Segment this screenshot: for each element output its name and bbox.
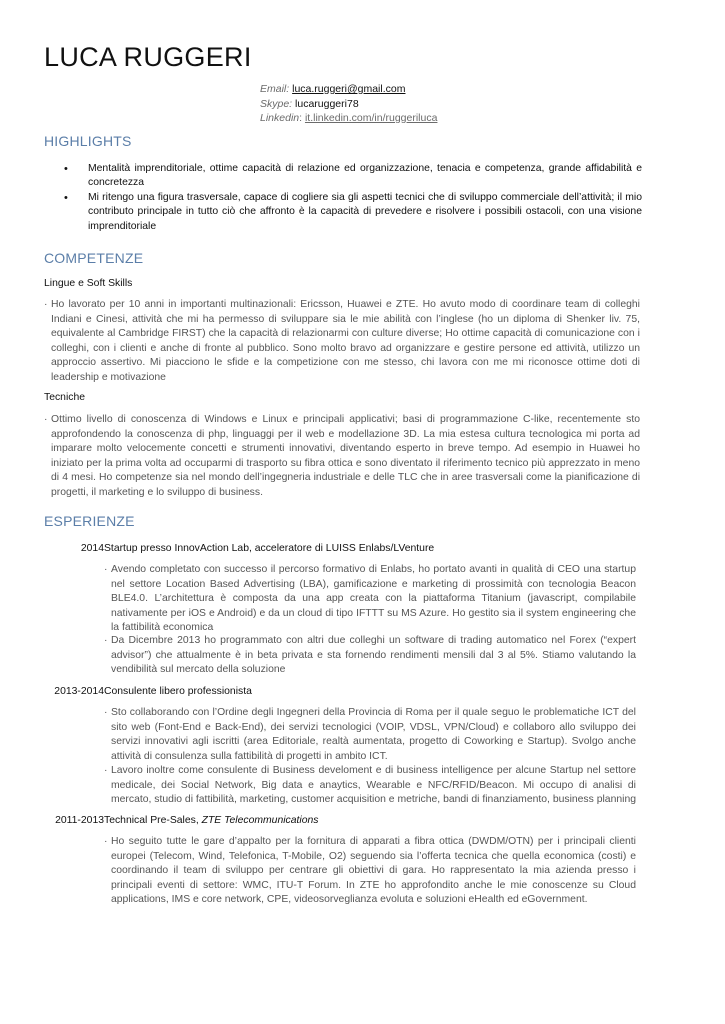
contact-block xyxy=(260,82,437,126)
tecniche-text: Ottimo livello di conoscenza di Windows e Linux e principali applicativi; basi di programmazione C-like, recentemente sto approfondendo la conoscenza di php, linguaggi per il web e modellazione 3D. La mia estesa cultura tecnologica mi porta ad imparare molto velocemente concetti e strumenti innovativi, diventando esperto in breve tempo. Ad esempio in Huawei ho iniziato per la prima volta ad occuparmi di trasporto su fibra ottica e sono diventato il riferimento tecnico più apprezzato in meno di 4 mesi. Ho competenze sia nel mondo dell’ingegneria industriale e delle TLC che in aree trasversali come la pianificazione di progetti, il marketing e lo sviluppo di business. xyxy=(51,414,640,498)
list-item xyxy=(64,191,642,234)
email-row xyxy=(260,82,437,97)
job-bullet-text: Ho seguito tutte le gare d’appalto per la fornitura di apparati a fibra ottica (DWDM/OTN) per i principali clienti europei (Telecom, Wind, Telefonica, T-Mobile, O2) seguendo sia l’offerta tecnica che quella economica (costi) e coordinando il team di sviluppo per centrare gli obiettivi di gara. Ho rappresentato la mia azienda presso i principali eventi di settore: WMC, ITU-T Forum. In ZTE ho approfondito anche le mie conoscenze su Cloud applications, IMS e core network, CPE, videosorveglianza evoluta e soluzioni eHealth ed eGovernment. xyxy=(111,836,636,906)
email-link[interactable]: luca.ruggeri@gmail.com xyxy=(292,83,406,95)
job-year: 2013-2014 xyxy=(54,686,104,697)
job-bullet xyxy=(104,563,636,636)
dot-icon: · xyxy=(104,765,108,776)
competenze-heading: COMPETENZE xyxy=(44,250,144,266)
bullet-icon: • xyxy=(64,163,68,175)
list-item xyxy=(64,162,642,191)
job-bullet-text: Avendo completato con successo il percorso formativo di Enlabs, ho portato avanti in qualità di CEO una startup nel settore Location Based Advertising (LBA), gamificazione e marketing di prossimità con tecnologia Beacon BLE4.0. L’architettura è composta da una app creata con la piattaforma Titanium (javascript, compilabile nativamente per iOS e Android) e da un cloud di tipo IFTTT su MS Azure. Ho gestito sia il system engineering che la fattibilità economica xyxy=(111,564,636,634)
highlight-text: Mentalità imprenditoriale, ottime capacità di relazione ed organizzazione, tenacia e competenza, grande affidabilità e concretezza xyxy=(88,163,642,189)
skype-value: lucaruggeri78 xyxy=(295,97,359,110)
linkedin-link[interactable]: it.linkedin.com/in/ruggeriluca xyxy=(304,112,438,124)
job-bullet xyxy=(104,764,636,808)
job-header xyxy=(44,815,640,826)
job-bullet xyxy=(104,706,636,764)
lingue-subheading: Lingue e Soft Skills xyxy=(44,278,133,289)
bullet-icon: • xyxy=(64,191,68,204)
dot-icon: · xyxy=(44,299,48,310)
lingue-paragraph xyxy=(44,298,640,386)
skype-row xyxy=(260,97,437,112)
highlight-text: Mi ritengo una figura trasversale, capace di cogliere sia gli aspetti tecnici che di sviluppo commerciale dell’attività; il mio contributo principale in tutto ciò che affronto è la capacità di prevedere e risolvere i possibili ostacoli, con una visione imprenditoriale xyxy=(88,191,642,232)
dot-icon: · xyxy=(104,707,108,718)
linkedin-separator: : xyxy=(299,112,303,124)
job-title: Startup presso InnovAction Lab, acceleratore di LUISS Enlabs/LVenture xyxy=(104,543,435,554)
esperienze-heading: ESPERIENZE xyxy=(44,513,135,529)
linkedin-label: Linkedin xyxy=(260,112,300,124)
highlights-heading: HIGHLIGHTS xyxy=(44,133,132,149)
job-bullet xyxy=(104,634,636,678)
linkedin-row xyxy=(260,111,437,126)
job-year: 2014 xyxy=(80,543,104,554)
lingue-text: Ho lavorato per 10 anni in importanti multinazionali: Ericsson, Huawei e ZTE. Ho avuto modo di coordinare team di colleghi Indiani e Cinesi, attività che mi ha permesso di sviluppare sia le mie abilità con l’inglese (ho un diploma di Shenker liv. 75, equivalente al Cambridge FIRST) che la capacità di relazionarmi con culture diverse; Ho ottime capacità di comunicazione con i colleghi, con i clienti e anche di fronte al pubblico. Sono molto bravo ad organizzare e gestire persone ed attività, utilizzo un approccio assertivo. Mi piacciono le sfide e la competizione con me stesso, chi lavora con me mi riconosce ottime doti di leadership e motivazione xyxy=(51,299,640,383)
job-company: ZTE Telecommunications xyxy=(201,815,319,826)
dot-icon: · xyxy=(104,635,108,646)
job-bullet xyxy=(104,835,636,908)
job-title: Consulente libero professionista xyxy=(104,686,252,697)
dot-icon: · xyxy=(104,564,108,575)
candidate-name: LUCA RUGGERI xyxy=(44,42,252,72)
job-header xyxy=(44,686,640,697)
tecniche-subheading: Tecniche xyxy=(44,392,86,403)
highlights-list xyxy=(64,162,642,234)
job-bullet-text: Lavoro inoltre come consulente di Business develoment e di business intelligence per alcune Startup nel settore medicale, dei Social Network, Big data e anaytics, Wearable e NFC/RFID/Beacon. Mi occupo di analisi di mercato, studio di fattibilità, marketing, customer acquisition e metriche, bandi di finanziamento, business planning xyxy=(111,765,637,806)
skype-label: Skype: xyxy=(260,97,293,110)
dot-icon: · xyxy=(104,836,108,847)
job-title xyxy=(104,815,318,826)
dot-icon: · xyxy=(44,414,48,425)
job-year: 2011-2013 xyxy=(55,815,104,826)
job-bullet-text: Sto collaborando con l’Ordine degli Ingegneri della Provincia di Roma per il quale seguo le problematiche ICT del sito web (Font-End e Back-End), dei servizi tecnologici (VOIP, VDSL, VPN/Cloud) e collaboro allo sviluppo dei servizi innovativi agli iscritti (area Editoriale, realtà aumentata, progetto di Coworking e Startup). Svolgo anche attività di consulenza sulla fattibilità di progetti in ambito ICT. xyxy=(111,707,636,762)
job-role: Technical Pre-Sales, xyxy=(104,815,199,826)
email-label: Email: xyxy=(260,83,290,95)
job-header xyxy=(44,543,640,554)
job-bullet-text: Da Dicembre 2013 ho programmato con altri due colleghi un software di trading automatico nel Forex (“expert advisor”) che attualmente è in beta privata e sta fornendo rendimenti mensili dal 3 al 5%. Stiamo valutando la vendibilità sul mercato della soluzione xyxy=(111,635,636,676)
tecniche-paragraph xyxy=(44,413,640,501)
